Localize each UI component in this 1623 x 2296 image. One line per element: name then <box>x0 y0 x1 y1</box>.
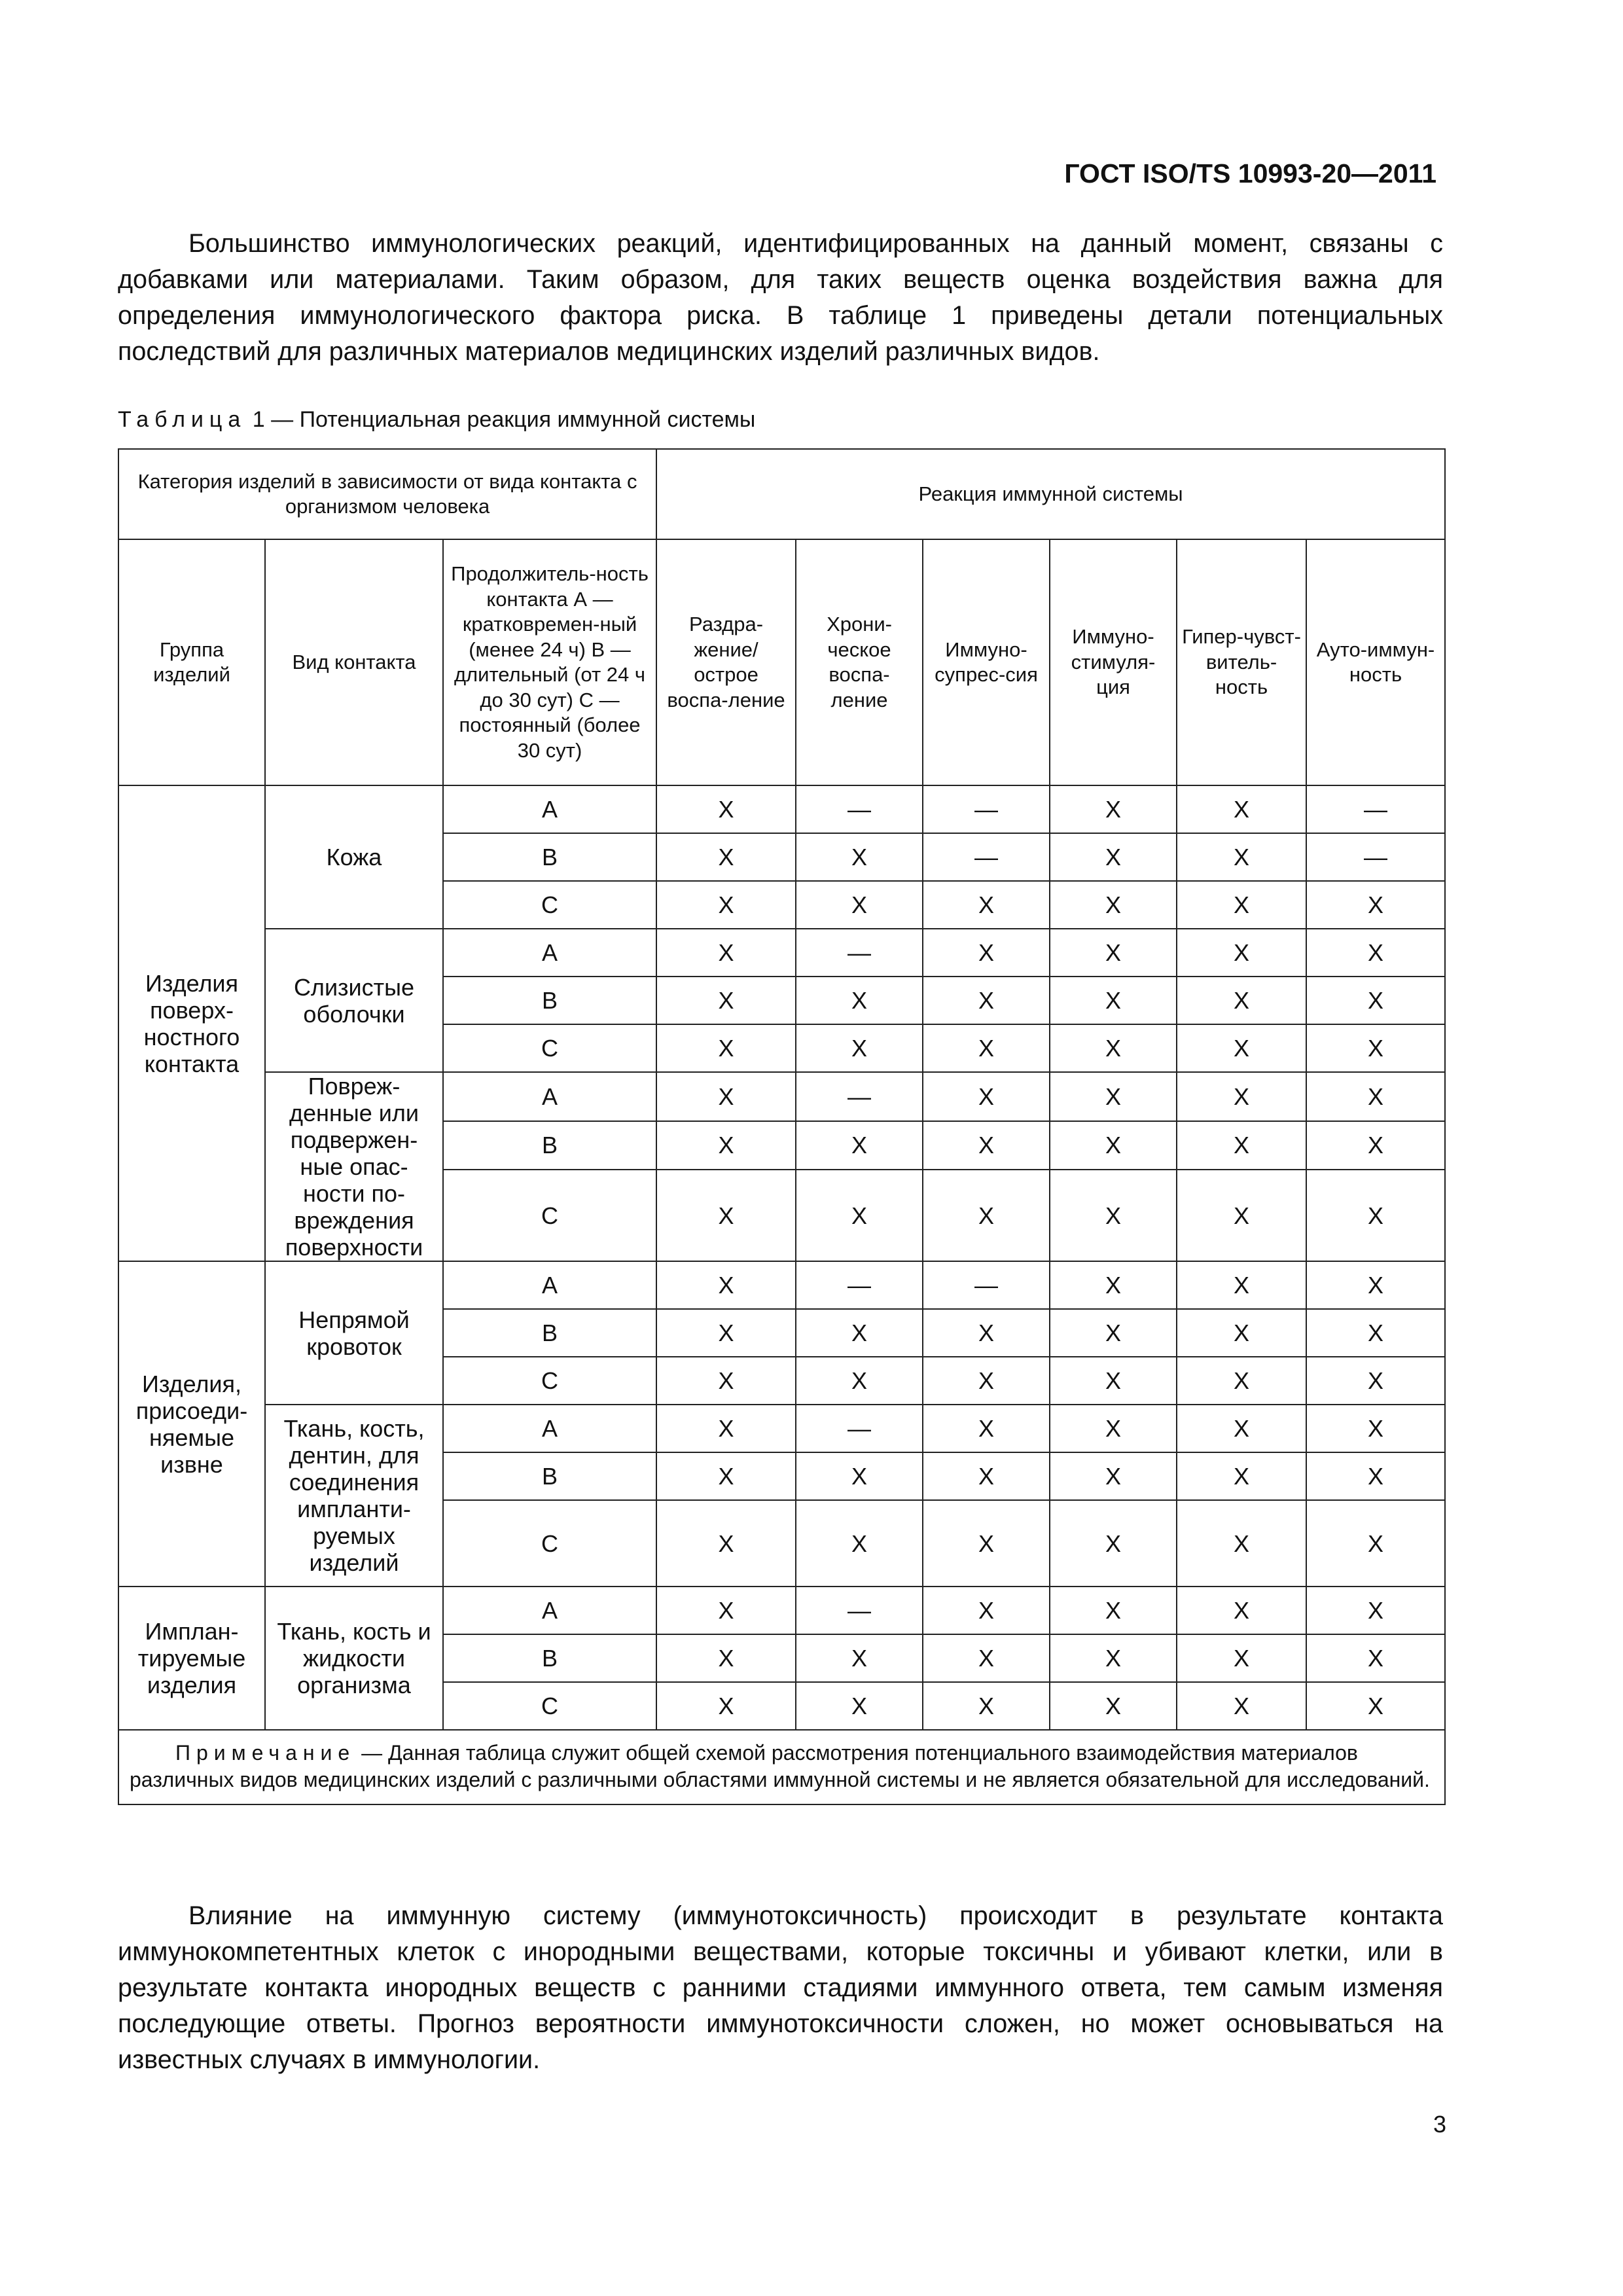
table-row <box>118 1587 1445 1634</box>
reaction-cell: X <box>1177 1500 1306 1587</box>
reaction-cell: X <box>923 929 1050 977</box>
table-note <box>118 1730 1445 1804</box>
reaction-cell: X <box>1050 881 1177 929</box>
reaction-cell: — <box>796 929 923 977</box>
reaction-cell: X <box>796 1121 923 1170</box>
header-category: Категория изделий в зависимости от вида контакта с организмом человека <box>118 449 656 539</box>
reaction-cell: X <box>1050 1170 1177 1261</box>
reaction-cell: X <box>656 1072 796 1121</box>
reaction-cell: X <box>923 977 1050 1024</box>
reaction-cell: X <box>656 1634 796 1682</box>
reaction-cell: X <box>923 1405 1050 1452</box>
reaction-cell: — <box>796 1261 923 1309</box>
reaction-cell: X <box>1050 1500 1177 1587</box>
reaction-cell: X <box>1177 1024 1306 1072</box>
reaction-cell: X <box>1306 977 1445 1024</box>
note-row <box>118 1730 1445 1804</box>
contact-type-cell: Слизистые оболочки <box>265 929 443 1072</box>
reaction-cell: — <box>796 1587 923 1634</box>
reaction-cell: — <box>1306 785 1445 833</box>
reaction-cell: X <box>656 1170 796 1261</box>
reaction-cell: — <box>796 1072 923 1121</box>
reaction-cell: X <box>796 1024 923 1072</box>
reaction-cell: X <box>796 1170 923 1261</box>
reaction-cell: X <box>656 1121 796 1170</box>
reaction-cell: X <box>656 977 796 1024</box>
reaction-cell: X <box>1177 1587 1306 1634</box>
reaction-cell: X <box>923 1309 1050 1357</box>
standard-code: ГОСТ ISO/TS 10993-20—2011 <box>1064 158 1436 188</box>
reaction-cell: X <box>796 833 923 881</box>
reaction-cell: X <box>1050 1121 1177 1170</box>
reaction-cell: X <box>796 1309 923 1357</box>
reaction-cell: X <box>796 1357 923 1405</box>
reaction-cell: X <box>796 1682 923 1730</box>
reaction-cell: X <box>1177 1170 1306 1261</box>
col-stimulation: Иммуно-стимуля-ция <box>1050 539 1177 785</box>
reaction-cell: X <box>1050 1682 1177 1730</box>
reaction-cell: X <box>1306 1309 1445 1357</box>
col-hypersensitivity: Гипер-чувст-витель-ность <box>1177 539 1306 785</box>
duration-cell: В <box>443 1634 656 1682</box>
reaction-cell: X <box>1177 833 1306 881</box>
reaction-cell: X <box>1306 1452 1445 1500</box>
reaction-cell: X <box>1177 1682 1306 1730</box>
reaction-cell: X <box>656 929 796 977</box>
col-contact: Вид контакта <box>265 539 443 785</box>
col-group: Группа изделий <box>118 539 265 785</box>
duration-cell: А <box>443 929 656 977</box>
reaction-cell: X <box>1050 929 1177 977</box>
reaction-cell: X <box>1306 1587 1445 1634</box>
reaction-cell: X <box>1306 1072 1445 1121</box>
reaction-cell: X <box>1306 1170 1445 1261</box>
reaction-cell: — <box>1306 833 1445 881</box>
reaction-cell: X <box>923 1500 1050 1587</box>
reaction-cell: X <box>1306 1357 1445 1405</box>
reaction-cell: X <box>1177 1309 1306 1357</box>
reaction-cell: X <box>1306 1500 1445 1587</box>
table-row <box>118 785 1445 833</box>
reaction-cell: X <box>656 833 796 881</box>
reaction-cell: X <box>796 1452 923 1500</box>
duration-cell: С <box>443 1682 656 1730</box>
group-cell: Изделия поверх-ностного контакта <box>118 785 265 1261</box>
reaction-cell: X <box>1050 1261 1177 1309</box>
reaction-cell: — <box>923 785 1050 833</box>
reaction-cell: X <box>1050 833 1177 881</box>
col-irritation: Раздра-жение/ острое воспа-ление <box>656 539 796 785</box>
header-reaction: Реакция иммунной системы <box>656 449 1445 539</box>
table-row <box>118 1072 1445 1121</box>
table-caption <box>118 407 755 433</box>
reaction-cell: X <box>1177 1261 1306 1309</box>
reaction-cell: X <box>1306 881 1445 929</box>
reaction-cell: X <box>1050 1072 1177 1121</box>
reaction-cell: X <box>1050 785 1177 833</box>
note-text: — Данная таблица служит общей схемой рассмотрения потенциального взаимодействия материалов различных видов медицинских изделий с различными областями иммунной системы и не является обязательной для исследований. <box>130 1741 1430 1791</box>
reaction-cell: X <box>923 1682 1050 1730</box>
duration-cell: А <box>443 785 656 833</box>
reaction-cell: X <box>1177 1452 1306 1500</box>
reaction-cell: — <box>923 1261 1050 1309</box>
reaction-cell: X <box>1177 1405 1306 1452</box>
reaction-cell: X <box>1050 1309 1177 1357</box>
reaction-cell: X <box>1177 929 1306 977</box>
reaction-cell: X <box>1050 1587 1177 1634</box>
contact-type-cell: Ткань, кость, дентин, для соединения импланти-руемых изделий <box>265 1405 443 1587</box>
immune-reaction-table <box>118 448 1446 1805</box>
reaction-cell: X <box>656 1405 796 1452</box>
reaction-cell: X <box>923 1170 1050 1261</box>
reaction-cell: X <box>1050 1024 1177 1072</box>
reaction-cell: X <box>656 1500 796 1587</box>
table-row <box>118 1405 1445 1452</box>
reaction-cell: X <box>1050 1634 1177 1682</box>
reaction-cell: X <box>1177 785 1306 833</box>
reaction-cell: X <box>1306 1682 1445 1730</box>
reaction-cell: X <box>1306 1121 1445 1170</box>
table-caption-text: 1 — Потенциальная реакция иммунной системы <box>252 407 756 432</box>
closing-paragraph: Влияние на иммунную систему (иммунотоксичность) происходит в результате контакта иммунокомпетентных клеток с инородными веществами, которые токсичны и убивают клетки, или в результате контакта инородных веществ с ранними стадиями иммунного ответа, тем самым изменяя последующие ответы. Прогноз вероятности иммунотоксичности сложен, но может основываться на известных случаях в иммунологии. <box>118 1901 1443 2074</box>
duration-cell: А <box>443 1072 656 1121</box>
reaction-cell: X <box>796 977 923 1024</box>
duration-cell: С <box>443 1170 656 1261</box>
duration-cell: А <box>443 1405 656 1452</box>
reaction-cell: X <box>1050 1357 1177 1405</box>
reaction-cell: X <box>923 1357 1050 1405</box>
duration-cell: В <box>443 1452 656 1500</box>
reaction-cell: X <box>656 1357 796 1405</box>
reaction-cell: X <box>656 1452 796 1500</box>
group-cell: Имплан-тируемые изделия <box>118 1587 265 1730</box>
reaction-cell: X <box>656 1587 796 1634</box>
reaction-cell: X <box>1177 1121 1306 1170</box>
reaction-cell: X <box>656 1024 796 1072</box>
duration-cell: С <box>443 1500 656 1587</box>
reaction-cell: X <box>923 1024 1050 1072</box>
duration-cell: А <box>443 1261 656 1309</box>
duration-cell: С <box>443 1024 656 1072</box>
reaction-cell: X <box>923 1587 1050 1634</box>
reaction-cell: X <box>796 881 923 929</box>
table-row <box>118 1261 1445 1309</box>
reaction-cell: X <box>923 1121 1050 1170</box>
reaction-cell: X <box>1050 1452 1177 1500</box>
reaction-cell: X <box>1306 1024 1445 1072</box>
col-chronic: Хрони-ческое воспа-ление <box>796 539 923 785</box>
reaction-cell: X <box>796 1634 923 1682</box>
reaction-cell: X <box>656 1682 796 1730</box>
table-row <box>118 929 1445 977</box>
reaction-cell: X <box>656 785 796 833</box>
duration-cell: В <box>443 977 656 1024</box>
contact-type-cell: Непрямой кровоток <box>265 1261 443 1405</box>
reaction-cell: X <box>1306 1405 1445 1452</box>
reaction-cell: X <box>1177 1357 1306 1405</box>
col-suppression: Иммуно-супрес-сия <box>923 539 1050 785</box>
reaction-cell: X <box>1177 977 1306 1024</box>
reaction-cell: — <box>796 785 923 833</box>
reaction-cell: X <box>923 1452 1050 1500</box>
reaction-cell: — <box>796 1405 923 1452</box>
reaction-cell: X <box>1050 1405 1177 1452</box>
reaction-cell: X <box>1177 1072 1306 1121</box>
contact-type-cell: Ткань, кость и жидкости организма <box>265 1587 443 1730</box>
page-number: 3 <box>1433 2111 1446 2138</box>
contact-type-cell: Кожа <box>265 785 443 929</box>
reaction-cell: X <box>656 1261 796 1309</box>
reaction-cell: X <box>923 1072 1050 1121</box>
duration-cell: В <box>443 833 656 881</box>
contact-type-cell: Повреж-денные или подвержен-ные опас-ности по-вреждения поверхности <box>265 1072 443 1261</box>
reaction-cell: X <box>1306 1261 1445 1309</box>
table-caption-prefix: Таблица <box>118 407 247 432</box>
reaction-cell: X <box>923 881 1050 929</box>
col-duration: Продолжитель-ность контакта А — кратковремен-ный (менее 24 ч) В — длительный (от 24 ч до 30 сут) С — постоянный (более 30 сут) <box>443 539 656 785</box>
duration-cell: С <box>443 881 656 929</box>
reaction-cell: X <box>1306 929 1445 977</box>
intro-paragraph: Большинство иммунологических реакций, идентифицированных на данный момент, связаны с добавками или материалами. Таким образом, для таких веществ оценка воздействия важна для определения иммунологического фактора риска. В таблице 1 приведены детали потенциальных последствий для различных материалов медицинских изделий различных видов. <box>118 229 1443 366</box>
col-autoimmunity: Ауто-иммун-ность <box>1306 539 1445 785</box>
reaction-cell: X <box>1177 881 1306 929</box>
duration-cell: В <box>443 1121 656 1170</box>
reaction-cell: X <box>656 1309 796 1357</box>
duration-cell: В <box>443 1309 656 1357</box>
duration-cell: А <box>443 1587 656 1634</box>
reaction-cell: X <box>923 1634 1050 1682</box>
reaction-cell: X <box>796 1500 923 1587</box>
group-cell: Изделия, присоеди-няемые извне <box>118 1261 265 1587</box>
reaction-cell: X <box>656 881 796 929</box>
reaction-cell: — <box>923 833 1050 881</box>
note-prefix: Примечание <box>175 1741 356 1765</box>
reaction-cell: X <box>1050 977 1177 1024</box>
reaction-cell: X <box>1306 1634 1445 1682</box>
duration-cell: С <box>443 1357 656 1405</box>
reaction-cell: X <box>1177 1634 1306 1682</box>
